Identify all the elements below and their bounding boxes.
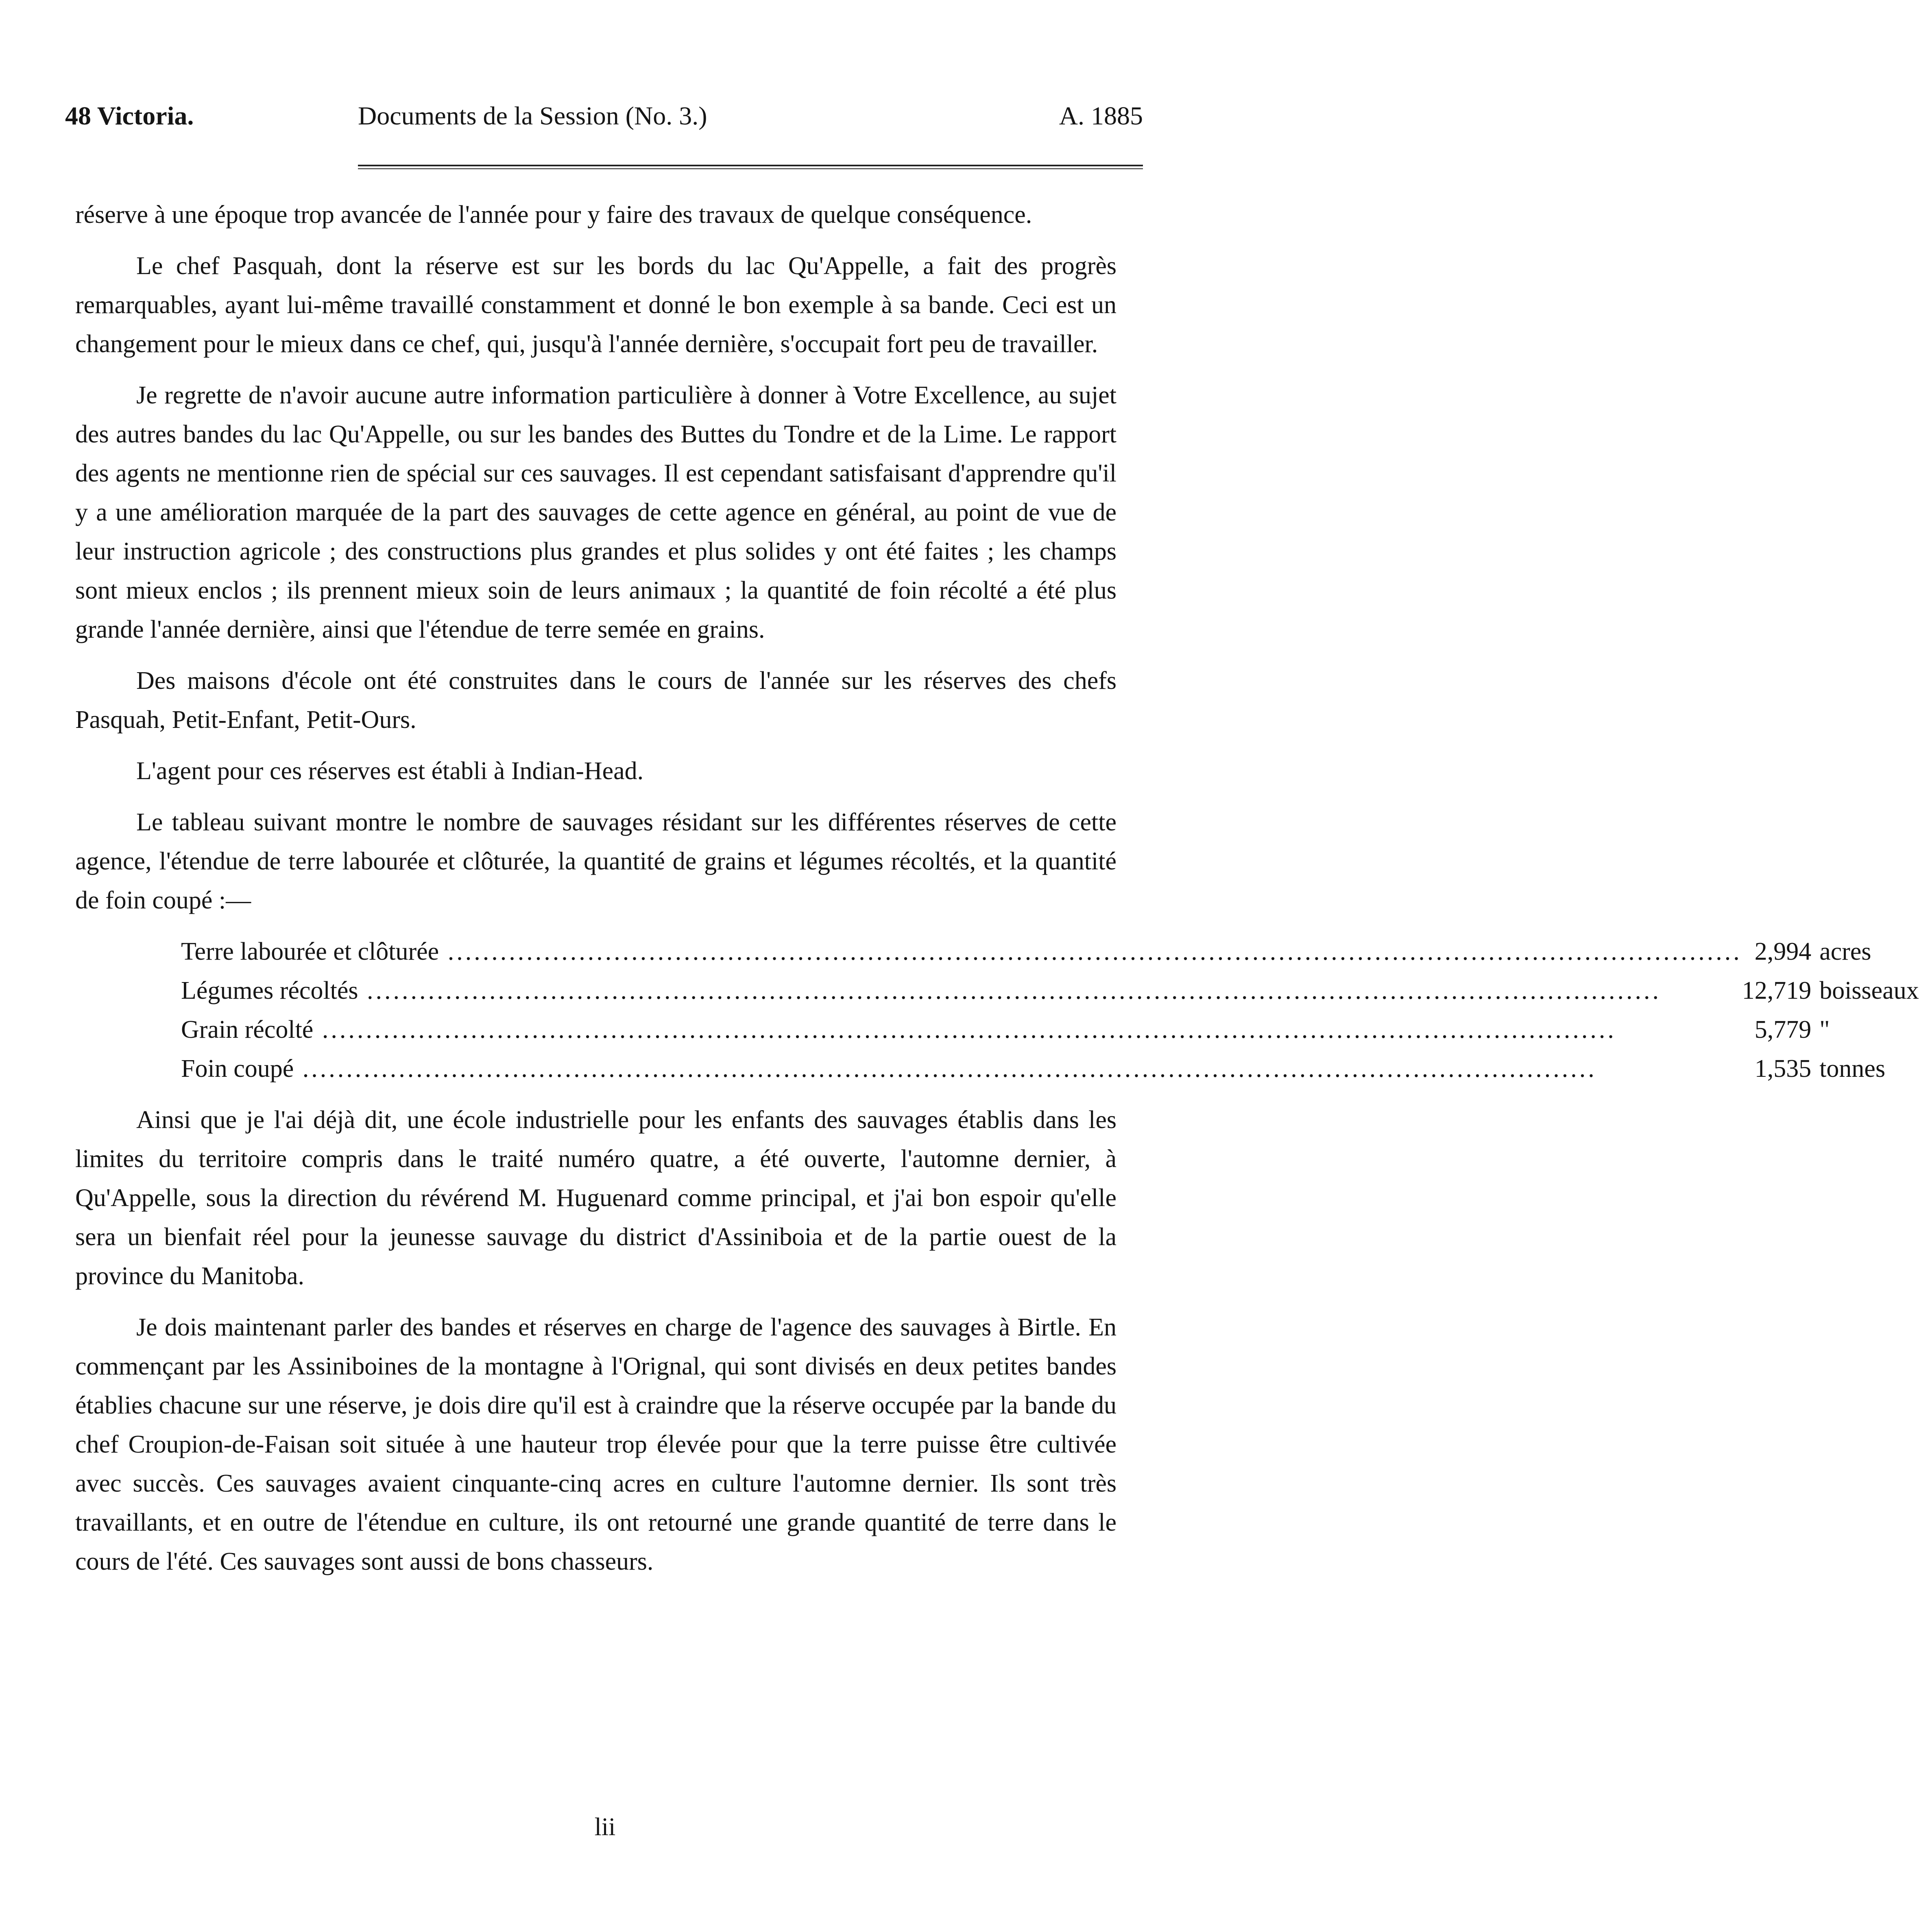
table-row <box>181 1010 1919 1049</box>
table-value: 2,994 <box>1754 938 1812 965</box>
table-row <box>181 932 1919 971</box>
table-unit: tonnes <box>1819 1055 1886 1083</box>
table-label: Légumes récoltés ..... <box>181 971 1742 1010</box>
header-title: Documents de la Session (No. 3.) <box>358 101 707 130</box>
table-row <box>181 1049 1919 1088</box>
paragraph: Le chef Pasquah, dont la réserve est sur les bords du lac Qu'Appelle, a fait des progrès remarquables, ayant lui-même travaillé constamment et donné le bon exemple à sa bande. Ceci est un changement pour le mieux dans ce chef, qui, jusqu'à l'année dernière, s'occupait fort peu de travailler. <box>75 252 1117 358</box>
paragraph: L'agent pour ces réserves est établi à Indian-Head. <box>136 757 644 785</box>
table-unit: " <box>1819 1016 1830 1043</box>
table-unit: acres <box>1819 938 1871 965</box>
body-text <box>75 195 1919 1593</box>
paragraph: Des maisons d'école ont été construites dans le cours de l'année sur les réserves des chefs Pasquah, Petit-Enfant, Petit-Ours. <box>75 667 1117 734</box>
paragraph: Le tableau suivant montre le nombre de sauvages résidant sur les différentes réserves de cette agence, l'étendue de terre labourée et clôturée, la quantité de grains et légumes récoltés, et la quantité de foin coupé :— <box>75 808 1117 914</box>
paragraph: Ainsi que je l'ai déjà dit, une école industrielle pour les enfants des sauvages établis dans les limites du territoire compris dans le traité numéro quatre, a été ouverte, l'automne dernier, à Qu'Appelle, sous la direction du révérend M. Huguenard comme principal, et j'ai bon espoir qu'elle sera un bienfait réel pour la jeunesse sauvage du district d'Assiniboia et de la partie ouest de la province du Manitoba. <box>75 1106 1117 1290</box>
table-value: 12,719 <box>1742 977 1812 1004</box>
paragraph: réserve à une époque trop avancée de l'année pour y faire des travaux de quelque conséquence. <box>75 201 1032 229</box>
table-label: Foin coupé ..... <box>181 1049 1742 1088</box>
table-row <box>181 971 1919 1010</box>
table-label: Terre labourée et clôturée ..... <box>181 932 1742 971</box>
paragraph: Je dois maintenant parler des bandes et réserves en charge de l'agence des sauvages à Birtle. En commençant par les Assiniboines de la montagne à l'Orignal, qui sont divisés en deux petites bandes établies chacune sur une réserve, je dois dire qu'il est à craindre que la réserve occupée par la bande du chef Croupion-de-Faisan soit située à une hauteur trop élevée pour que la terre puisse être cultivée avec succès. Ces sauvages avaient cinquante-cinq acres en culture l'automne dernier. Ils sont très travaillants, et en outre de l'étendue en culture, ils ont retourné une grande quantité de terre dans le cours de l'été. Ces sauvages sont aussi de bons chasseurs. <box>75 1313 1117 1575</box>
harvest-table <box>181 932 1919 1088</box>
header-rule <box>358 165 1143 169</box>
table-label: Grain récolté ..... <box>181 1010 1742 1049</box>
table-value: 5,779 <box>1754 1016 1812 1043</box>
running-header <box>65 94 1143 138</box>
table-unit: boisseaux <box>1819 977 1919 1004</box>
table-value: 1,535 <box>1754 1055 1812 1083</box>
paragraph: Je regrette de n'avoir aucune autre information particulière à donner à Votre Excellence, au sujet des autres bandes du lac Qu'Appelle, ou sur les bandes des Buttes du Tondre et de la Lime. Le rapport des agents ne mentionne rien de spécial sur ces sauvages. Il est cependant satisfaisant d'apprendre qu'il y a une amélioration marquée de la part des sauvages de cette agence en général, au point de vue de leur instruction agricole ; des constructions plus grandes et plus solides y ont été faites ; les champs sont mieux enclos ; ils prennent mieux soin de leurs animaux ; la quantité de foin récolté a été plus grande l'année dernière, ainsi que l'étendue de terre semée en grains. <box>75 381 1117 643</box>
header-volume: 48 Victoria. <box>65 101 194 130</box>
header-year: A. 1885 <box>1059 101 1143 130</box>
page-number: lii <box>594 1813 616 1841</box>
